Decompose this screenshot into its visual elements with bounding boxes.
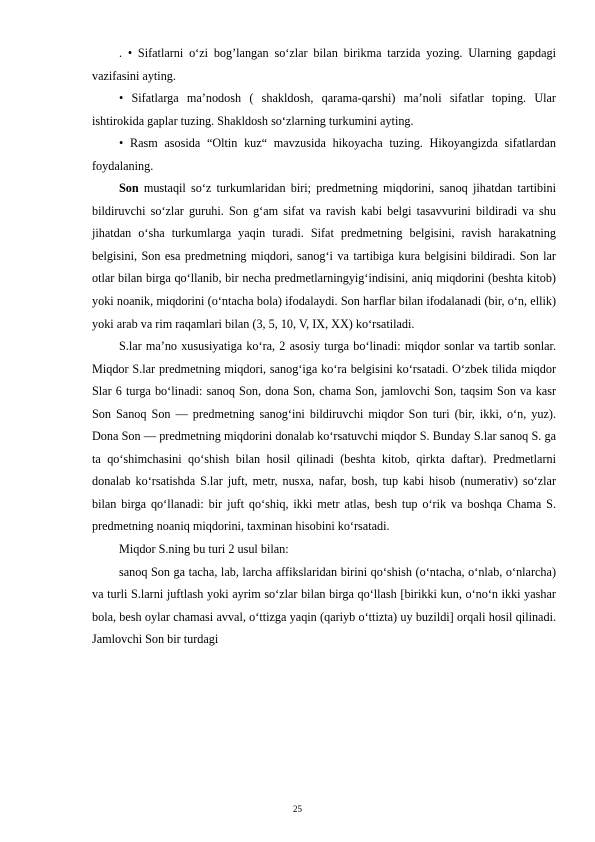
document-body [92,42,556,651]
paragraph-miqdor-intro [92,538,556,561]
paragraph-task-2 [92,87,556,132]
paragraph-task-1 [92,42,556,87]
term-son: Son [119,181,139,196]
paragraph-text: • Rasm asosida “Oltin kuz“ mavzusida hikoyacha tuzing. Hikoyangizda sifatlardan foydalaning. [92,136,556,173]
paragraph-text: mustaqil so‘z turkumlaridan biri; predmetning miqdorini, sanoq jihatdan tartibini bildiruvchi so‘zlar guruhi. Son gʻam sifat va ravish kabi belgi tasavvurini bildiradi va shu jihatdan oʻsha turkumlarga yaqin turadi. Sifat predmetning belgisini, ravish harakatning belgisini, Son esa predmetning miqdori, sanogʻi va tartibiga kura belgisini bildiradi. Son lar otlar bilan birga qoʻllanib, bir necha predmetlarningyigʻindisini, aniq miqdorini (beshta kitob) yoki noanik, miqdorini (oʻntacha bola) ifodalaydi. Son harflar bilan ifodalanadi (bir, oʻn, ellik) yoki arab va rim raqamlari bilan (3, 5, 10, V, IX, XX) koʻrsatiladi. [92,181,556,331]
paragraph-text: Miqdor S.ning bu turi 2 usul bilan: [119,542,289,557]
paragraph-text: sanoq Son ga tacha, lab, larcha affikslaridan birini qoʻshish (oʻntacha, oʻnlab, oʻnlarcha) va turli S.larni juftlash yoki ayrim soʻzlar bilan birga qoʻllash [birikki kun, oʻnoʻn ikki yashar bola, besh oylar chamasi avval, oʻttizga yaqin (qariyb oʻttizta) uy buzildi] orqali hosil qilinadi. Jamlovchi Son bir turdagi [92,564,556,647]
paragraph-task-3 [92,132,556,177]
paragraph-sanoq-son [92,561,556,651]
paragraph-son-definition [92,177,556,335]
paragraph-text: . • Sifatlarni o‘zi bog’langan so‘zlar bilan birikma tarzida yozing. Ularning gapdagi vazifasini ayting. [92,46,556,83]
page-number: 25 [293,804,302,814]
paragraph-son-types [92,335,556,538]
paragraph-text: • Sifatlarga ma’nodosh ( shakldosh, qarama-qarshi) ma’noli sifatlar toping. Ular ishtirokida gaplar tuzing. Shakldosh so‘zlarning turkumini ayting. [92,91,556,128]
paragraph-text: S.lar maʼno xususiyatiga koʻra, 2 asosiy turga boʻlinadi: miqdor sonlar va tartib sonlar. Miqdor S.lar predmetning miqdori, sanogʻiga koʻra belgisini koʻrsatadi. Oʻzbek tilida miqdor Slar 6 turga boʻlinadi: sanoq Son, dona Son, chama Son, jamlovchi Son, taqsim Son va kasr Son Sanoq Son — predmetning sanogʻini bildiruvchi miqdor Son turi (bir, ikki, oʻn, yuz). Dona Son — predmetning miqdorini donalab koʻrsatuvchi miqdor S. Bunday S.lar sanoq S. ga ta qoʻshimchasini qoʻshish bilan hosil qilinadi (beshta kitob, qirkta daftar). Predmetlarni donalab koʻrsatishda S.lar juft, metr, nusxa, nafar, bosh, tup kabi hisob (numerativ) soʻzlar bilan birga qoʻllanadi: bir juft qoʻshiq, ikki metr atlas, besh tup oʻrik va boshqa Chama S. predmetning noaniq miqdorini, taxminan hisobini koʻrsatadi. [92,339,556,534]
